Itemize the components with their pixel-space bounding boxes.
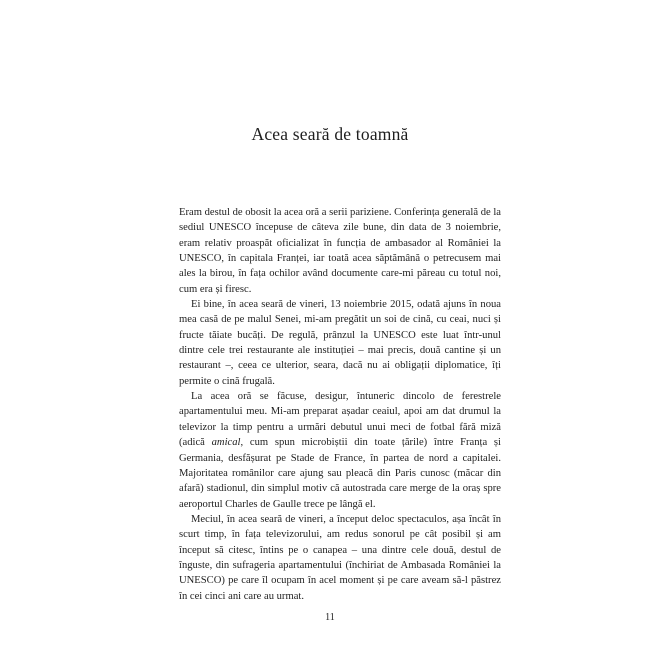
- chapter-body: [179, 205, 501, 604]
- page-number: 11: [325, 612, 335, 623]
- emphasized-word: amical: [211, 437, 241, 449]
- paragraph-2: Ei bine, în acea seară de vineri, 13 noiembrie 2015, odată ajuns în noua mea casă de pe malul Senei, mi-am pregătit un soi de cină, cu ceai, nuci și fructe tăiate bucăți. De regulă, prânzul la UNESCO este luat într-unul dintre cele trei restaurante ale instituției – mai precis, două cantine și un restaurant –, ceea ce ulterior, seara, dacă nu ai obligații diplomatice, îți permite o cină frugală.: [179, 299, 501, 387]
- paragraph-4: Meciul, în acea seară de vineri, a început deloc spectaculos, așa încât în scurt timp, în fața televizorului, am redus sonorul pe cât posibil și am început să citesc, întins pe o canapea – una dintre cele două, destul de înguste, din sufrageria apartamentului (închiriat de Ambasada României la UNESCO) pe care îl ocupam în acel moment și pe care aveam să-l păstrez în cei cinci ani care au urmat.: [179, 513, 501, 602]
- chapter-title: Acea seară de toamnă: [251, 124, 409, 144]
- paragraph-1: Eram destul de obosit la acea oră a serii pariziene. Conferința generală de la sediul UNESCO începuse de câteva zile bune, din data de 3 noiembrie, eram relativ proaspăt oficializat în funcția de ambasador al României la UNESCO, în capitala Franței, iar toată acea săptămână o petrecusem mai ales la birou, în fața ochilor având documente care-mi păreau cu totul noi, cum era și firesc.: [179, 207, 501, 295]
- paragraph-3: La acea oră se făcuse, desigur, întuneric dincolo de ferestrele apartamentului meu. Mi-am preparat așadar ceaiul, apoi am dat drumul la televizor la timp pentru a urmări debutul unui meci de fotbal fără miză (adică amical, cum spun microbiștii din toate țările) între Franța și Germania, desfășurat pe Stade de France, în partea de nord a capitalei. Majoritatea românilor care ajung sau pleacă din Paris cunosc (măcar din afară) stadionul, din simplul motiv că autostrada care merge de la oraș spre aeroportul Charles de Gaulle trece pe lângă el.: [179, 391, 501, 510]
